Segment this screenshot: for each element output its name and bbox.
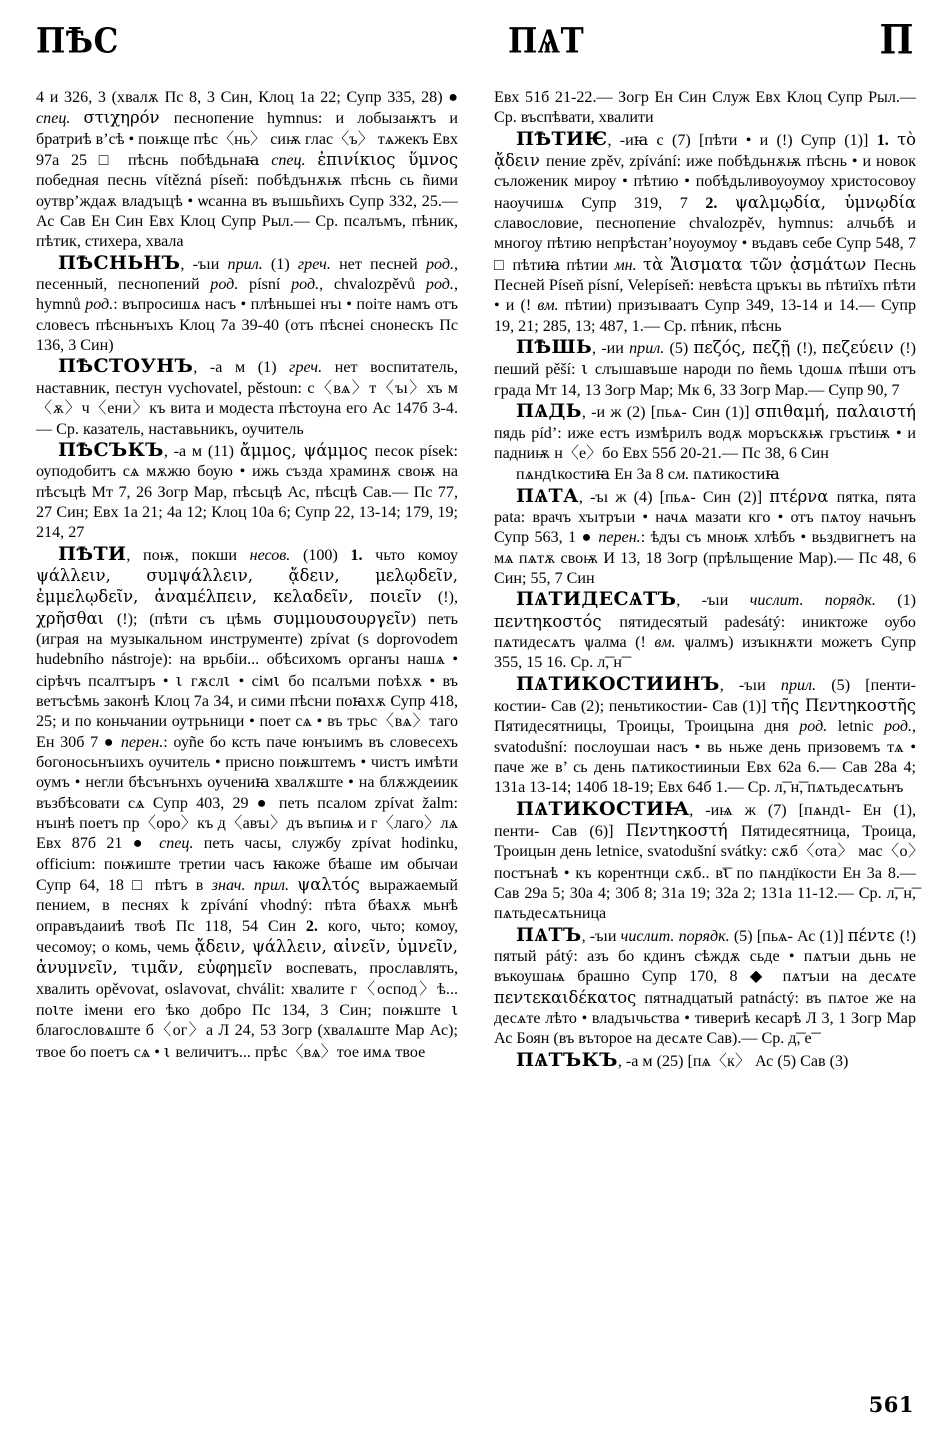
dictionary-entry: ПѦТИКОСТИꙖ, -иѩ ж (7) [пѧндι- Ен (1), пенти- Сав (6)] Πεντηκοστή Пятидесятница, Троица, Троицын день letnice, svatodušní svátky: сѫб〈ота〉 мас〈о〉постънаѣ • къ корентнци сѫб.. в͞ι по пѧндїкости Ен 3а 8.— Сав 29а 5; 30а 4; 30б 8; 31а 19; 32а 2; 131а 11-12.— Ср. л͞, н͞, пѧтьдесѧтьница xyxy=(494,797,917,923)
dictionary-entry: ПѦТА, -ъı ж (4) [пьѧ- Син (2)] πτέρνα пятка, пята pata: врачъ хъıтръıи • начѧ мазати кго • отъ пѧтоу начьнъ Супр 563, 1 ● перен.: ѣдъı съ мноѭ хлѣбъ • вьздвигнетъ на мѧ пѧтѫ своѭ И 13, 18 Зогр (прѣльщение Мар).— Пс 48, 6 Син; 55, 7 Син xyxy=(494,484,916,587)
dictionary-entry: ПѢШЬ, -ии прил. (5) πεζός, πεζῇ (!), πεζεύειν (!) пеший pěší: ι слъıшавъше народи по ñемь ιдошѧ пѣши отъ града Мт 14, 13 Зогр Мар; Мк 6, 33 Зогр Мар.— Супр 90, 7 xyxy=(494,336,917,399)
dictionary-entry: ПѦТЪ, -ъıи числит. порядк. (5) [пьѧ- Ас (1)] πέντε (!) пятый pátý: азъ бо кдинъ сѣждѫ сьде • пѧтъıи дьнь не въкоушаѩ брашно Супр 170, 8 ◆ пѧтъıи на десѧте πεντεκαιδέκατος пятнадцатый patnáctý: въ пѧтое же на десѧте лѣто • владъıчьства • тивериѣ кесарѣ Л 3, 1 Зогр Мар Ас Боян (въ въторое на десѧте Сав).— Ср. д͞, е͞ xyxy=(494,923,917,1048)
running-head-left-catchword: ПѢС xyxy=(36,20,119,62)
dictionary-entry: ПѢСЪКЪ, -а м (11) ἄμμος, ψάμμος песок písek: оуподобитъ сѧ мѫжю боую • ижь създа храминѫ своѭ на пѣсъцѣ Мт 7, 26 Зогр Мар, пѣсьцѣ Ас, пѣсцѣ Сав.— Пс 77, 27 Син; Евх 1а 21; 4а 12; Клоц 10а 6; Супр 22, 13-14; 179, 19; 214, 27 xyxy=(36,438,458,542)
dictionary-entry: ПѦДЬ, -и ж (2) [пьѧ- Син (1)] σπιθαμή, παλαιστή пядь píd’: иже естъ измѣрилъ водѫ моръскѫѭ гръстиѭ • и падниѭ н〈е〉бо Евх 55б 20-21.— Пс 38, 6 Син xyxy=(494,400,916,462)
dictionary-entry: ПѦТЪКЪ, -а м (25) [пѧ〈к〉 Ас (5) Сав (3) xyxy=(516,1048,849,1071)
column-right xyxy=(494,88,916,1072)
dictionary-entry: ПѢТИ, поѭ, покши несов. (100) 1. чьто комоу ψάλλειν, συμψάλλειν, ᾄδειν, μελῳδεῖν, ἐμμελῳδεῖν, ἀναμέλπειν, κελαδεῖν, ποιεῖν (!), χρῆσθαι (!); (пѣти съ цѣмь συμμουσουργεῖν) петь (играя на музыкальном инструменте) zpívat (s doprovodem hudebního nástroje): на врьбіи... обѣсихомъ органъı нашѧ • сірѣчъ псалтъıръ • ι гѫслι • сімι бо псалъми поѣхѫ • въ ветъсѣмь законѣ Клоц 7а 34, и сими пѣсни поꙗхѫ Супр 418, 25; и по коньчании оутрьници • поет сѧ • въ трьс〈вѧ〉таго Ен 30б 7 ● перен.: оуñе бо ксть паче юнъıимъ въ словесехъ богоносьнъıихъ оучитель • присно поѭштемъ • чистъ имѣти оумъ • негли бѣсънънхъ оучениꙗ хвалѫште • на блѫждеиик възбѣсовати сѧ Супр 403, 29 ● петь псалом zpívat žalm: нъıнѣ поетъ пр〈оро〉къ д〈авъı〉дъ въпиѩ и г〈лаго〉лѧ Евх 87б 21 ● спец. петь часы, службу zpívat hodinku, officium: поѭиште третии часъ ꙗкоже бѣаше им обычаи Супр 64, 18 □ пѣтъ в знач. прил. ψαλτός выражаемый пением, в песнях k zpívání vhodný: пѣта бѣахѫ мьнѣ оправъдаииѣ твоѣ Пс 118, 54 Син 2. кого, чьто; комоу, чесомоу; о комь, чемь ᾄδειν, ψάλλειν, αἰνεῖν, ὑμνεῖν, ἀνυμνεῖν, τιμᾶν, εὐφημεῖν воспевать, прославлять, хвалить opěvovat, oslavovat, chválit: хвалите г〈оспод〉ѣ... поιте імени его ѣко добро Пс 134, 3 Син; поѭште ι благословѧште б〈ог〉а Л 24, 53 Зогр (хвалѧште Мар Ас); твое бо поетъ сѧ • ι величитъ... прѣс〈вѧ〉тое имѧ твое xyxy=(36,542,459,1061)
page-number: 561 xyxy=(868,1392,914,1417)
dictionary-entry: ПѢТИѤ, -иꙗ с (7) [пѣти • и (!) Супр (1)] 1. τὸ ᾄδειν пение zpěv, zpívání: иже побѣдьнѫѭ пѣснь • и новок съложеник мироу • пѣтию • побѣдьливоуоумоу христосовоу наоучишѧ Супр 319, 7 2. ψαλμῳδία, ὑμνῳδία славословие, песнопение chvalozpěv, hymnus: алчьбѣ и многоу пѣтию непрѣстан’ноуоумоу • въдавъ себе Супр 548, 7 □ пѣтиꙗ пѣтии мн. τὰ Ἄισματα τῶν ᾀσμάτων Песнь Песней Píseň písní, Velepíseň: невѣста цръкъı вь пѣтиїхъ пѣти • и (! вм. пѣтии) призъıваатъ Супр 349, 13-14 и 14.— Супр 19, 21; 285, 13; 487, 1.— Ср. пѣник, пѣснь xyxy=(494,127,917,335)
dictionary-entry: ПѢСНЬНЪ, -ъıи прил. (1) греч. нет песней род., песенный, песнопений род. písní род., chvalozpěvů род., hymnů род.: въпросишѧ насъ • плѣньшеі нъı • поіте намъ отъ словесъ пѣсньнъıхъ Клоц 7а 39-40 (отъ пѣснеі снонескъ Пс 136, 3 Син) xyxy=(36,251,459,355)
running-head-letter-index: П xyxy=(879,16,914,64)
entry-continuation: Евх 51б 21-22.— Зогр Ен Син Служ Евх Клоц Супр Рыл.— Ср. въспѣвати, хвалити xyxy=(494,89,916,127)
column-left xyxy=(36,88,458,1063)
running-head-center-catchword: ПѦТ xyxy=(508,20,585,62)
entry-continuation: 4 и 326, 3 (хвалѫ Пс 8, 3 Син, Клоц 1а 22; Супр 335, 28) ● спец. στιχηρόν песнопение hymnus: и лобызаѭтъ и братриѣ в’сѣ • поѭще пѣс〈нь〉 сиѭ глас〈ъ〉 тѧжекъ Евх 97а 25 □ пѣснь побѣдьнаꙗ спец. ἐπινίκιος ὕμνος победная песнь vítězná píseň: побѣдънѫѭ пѣснь сь ñими оутврʼждаѫ владъıцѣ • ѡсанна въ въıшьñихъ Супр 332, 25.— Ас Сав Ен Син Евх Клоц Супр Рыл.— Ср. псалъмъ, пѣник, пѣтик, стихера, хвала xyxy=(36,89,458,251)
dictionary-entry: ПѦТИКОСТИИНЪ, -ъıи прил. (5) [пенти-костии- Сав (2); пеньтикостии- Сав (1)] τῆς Πεντηκοστῆς Пятидесятницы, Троицы, Троицына дня род. letnic род., svatodušní: послоушаи насъ • вь ньже день призовемъ тѧ • паче же в’ сь день пѧтикостииныи Евх 62а 6.— Сав 28а 4; 131а 13-14; 140б 18-19; Евх 64б 1.— Ср. л͞, н͞, пѧтьдесѧтьнъ xyxy=(494,672,917,797)
dictionary-entry: ПѦТИДЕСѦТЪ, -ъıи числит. порядк. (1) πεντηκοστός пятидесятый padesátý: иниктоже оубо пѧтидесѧтъ ѱалма (! вм. ѱалмъ) изъıкнѫти можетъ Супр 355, 15 16. Ср. л͞, н͞ xyxy=(494,588,916,672)
running-head xyxy=(36,16,914,70)
dictionary-entry: ПѢСТОУНЪ, -а м (1) греч. нет воспитатель, наставник, пестун vychovatel, pěstoun: с〈вѧ〉т〈ъı〉хъ м〈ѫ〉ч〈ени〉къ вита и модеста пѣстоуна его Ас 147б 3-4.— Ср. казатель, наставьникъ, оучитель xyxy=(36,355,458,438)
cross-reference-entry: пѧндιкостиꙗ Ен 3а 8 см. пѧтикостиꙗ xyxy=(516,464,780,484)
